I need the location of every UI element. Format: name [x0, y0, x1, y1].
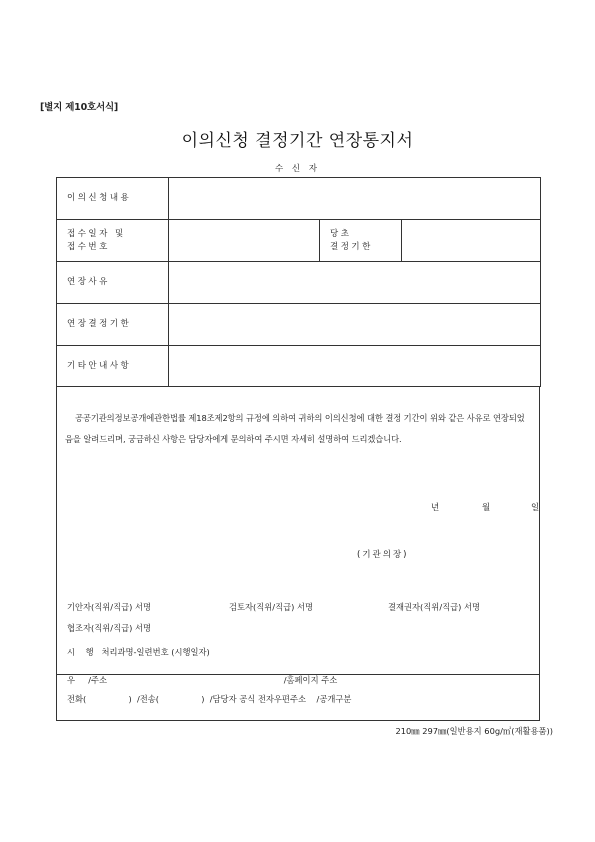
- institution-head-label: (기관의장): [357, 550, 409, 560]
- date-year-label: 년: [431, 503, 440, 513]
- notice-form-table: [56, 177, 541, 387]
- cooperator-signature: 협조자(직위/직급) 서명: [67, 623, 152, 633]
- recipient-label: 수 신 자: [274, 164, 321, 174]
- original-label: 당초: [330, 228, 352, 239]
- enforcement-line: 시 행 처리과명-일련번호 (시행일자): [67, 647, 210, 657]
- reviewer-signature: 검토자(직위/직급) 서명: [229, 602, 314, 612]
- paper-spec-footer: 210㎜ 297㎜(일반용지 60g/㎡(재활용품)): [395, 726, 553, 736]
- form-number-tag: [별지 제10호서식]: [40, 102, 119, 113]
- receipt-number-label: 접수번호: [67, 241, 110, 252]
- original-decision-period-label: [320, 220, 402, 262]
- decision-period-label: 결정기한: [330, 241, 373, 252]
- document-title: 이의신청 결정기간 연장통지서: [181, 131, 414, 151]
- receipt-date-number-field[interactable]: [169, 220, 320, 262]
- notice-body-text: 공공기관의정보공개에관한법률 제18조제2항의 규정에 의하여 귀하의 이의신청에 대한 결정 기간이 위와 같은 사유로 연장되었음을 알려드리며, 궁금하신 사항은 담당자에게 문의하여 주시면 자세히 설명하여 드리겠습니다.: [65, 413, 525, 444]
- extension-reason-label: 연장사유: [57, 262, 169, 304]
- extended-deadline-field[interactable]: [169, 304, 541, 346]
- receipt-date-number-label: [57, 220, 169, 262]
- objection-content-field[interactable]: [169, 178, 541, 220]
- address-line: 우 /주소 /홈페이지 주소: [67, 675, 338, 685]
- objection-content-label: 이의신청내용: [57, 178, 169, 220]
- receipt-date-label: 접수일자 및: [67, 228, 126, 239]
- date-month-label: 월: [482, 503, 491, 513]
- drafter-signature: 기안자(직위/직급) 서명: [67, 602, 152, 612]
- other-info-field[interactable]: [169, 346, 541, 387]
- extension-reason-field[interactable]: [169, 262, 541, 304]
- original-decision-period-field[interactable]: [402, 220, 541, 262]
- notice-body-box: [56, 386, 540, 721]
- approver-signature: 결재권자(직위/직급) 서명: [388, 602, 481, 612]
- other-info-label: 기타안내사항: [57, 346, 169, 387]
- extended-deadline-label: 연장결정기한: [57, 304, 169, 346]
- contact-line: 전화( ) /전송( ) /담당자 공식 전자우편주소 /공개구분: [67, 694, 352, 704]
- date-day-label: 일: [531, 503, 540, 513]
